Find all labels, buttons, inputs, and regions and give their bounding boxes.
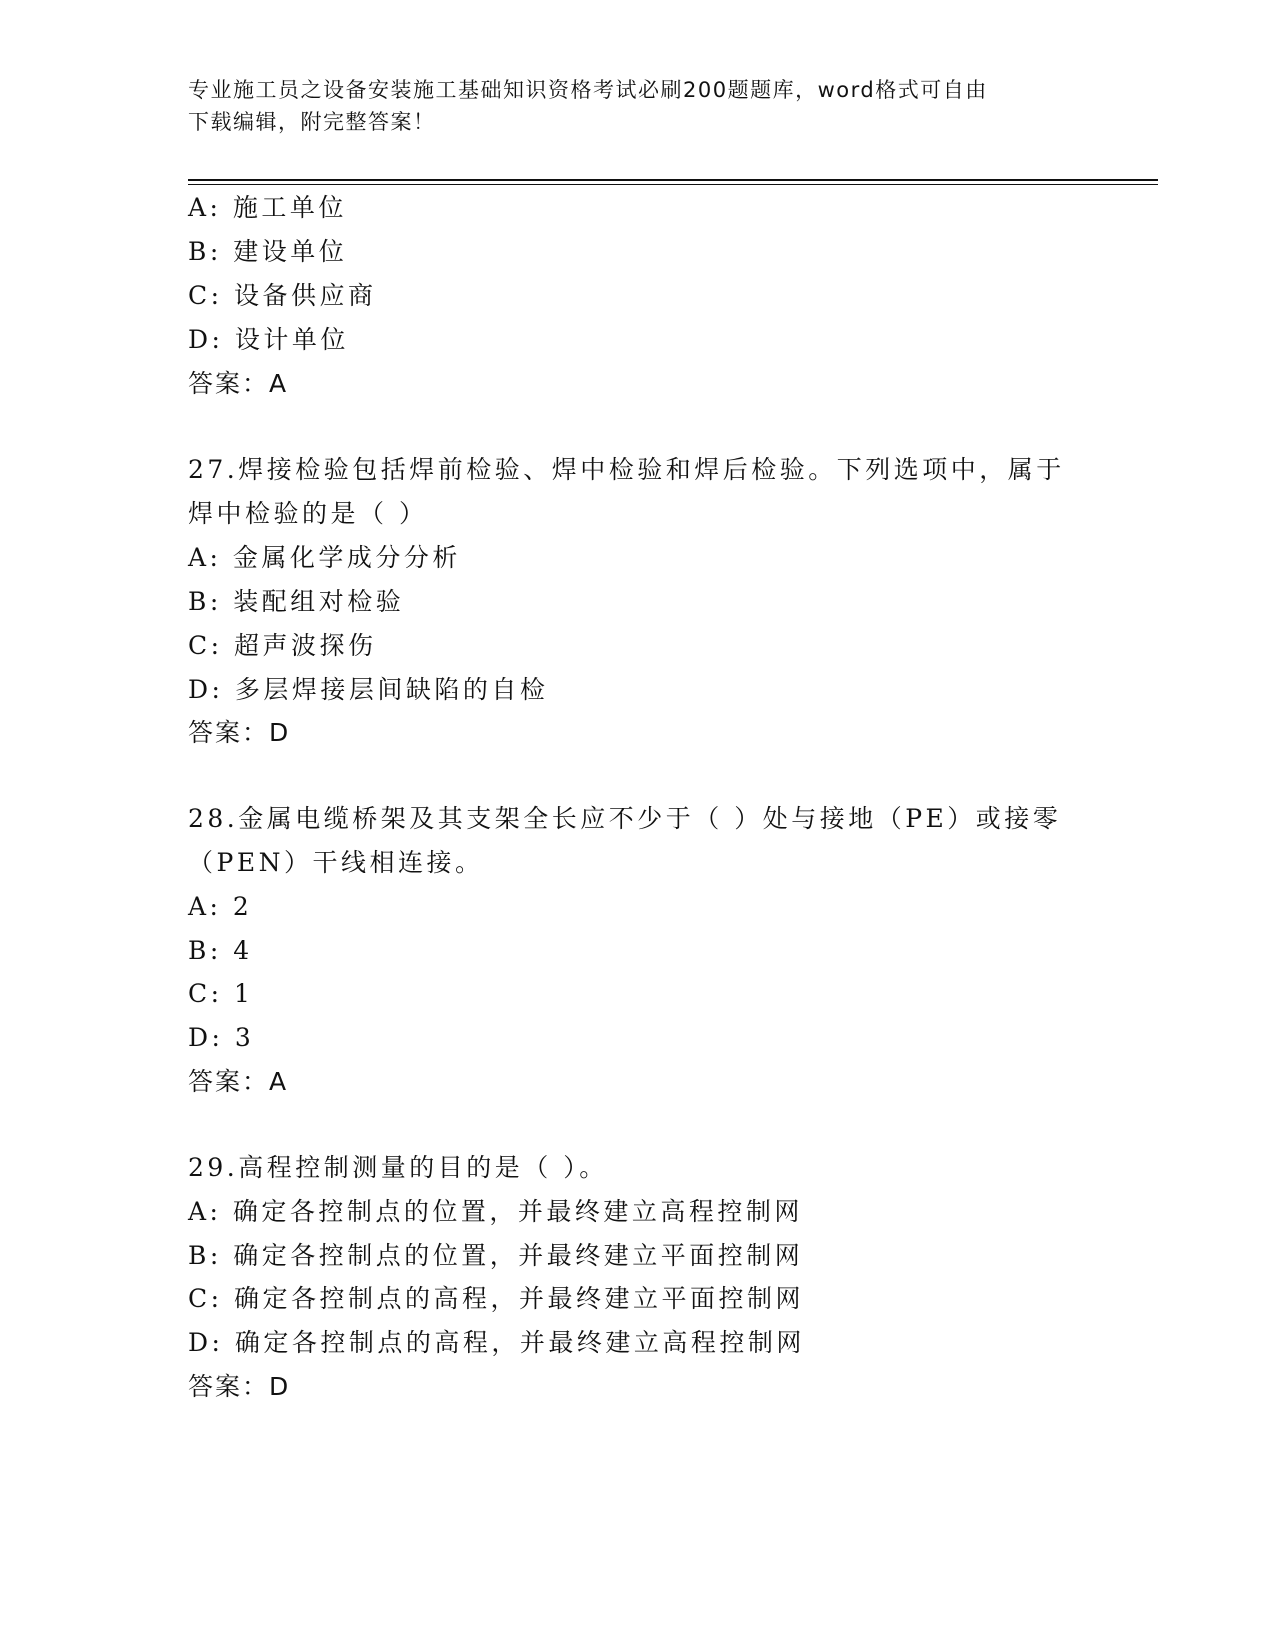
q27-option-c: C: 超声波探伤 [188,631,377,660]
q27-option-d: D: 多层焊接层间缺陷的自检 [188,675,549,704]
q26-option-c: C: 设备供应商 [188,281,377,310]
q27-stem-line-2: 焊中检验的是（ ） [188,499,428,528]
q28-answer: 答案：A [188,1067,289,1096]
q27-stem-line-1: 27.焊接检验包括焊前检验、焊中检验和焊后检验。下列选项中，属于 [188,455,1065,484]
header-line-2: 下载编辑，附完整答案！ [188,110,436,134]
q29-answer: 答案：D [188,1372,291,1401]
q28-stem-line-2: （PEN）干线相连接。 [188,848,484,877]
q26-option-b: B: 建设单位 [188,237,348,266]
q28-option-b: B: 4 [188,936,253,965]
q29-stem-line-1: 29.高程控制测量的目的是（ ）。 [188,1153,608,1182]
q26-option-d: D: 设计单位 [188,325,349,354]
q27-answer: 答案：D [188,718,291,747]
q27-option-b: B: 装配组对检验 [188,587,405,616]
q27-option-a: A: 金属化学成分分析 [188,543,461,572]
header-line-1: 专业施工员之设备安装施工基础知识资格考试必刷200题题库，word格式可自由 [188,78,988,102]
header-rule-thick [188,179,1158,181]
q29-option-c: C: 确定各控制点的高程，并最终建立平面控制网 [188,1284,804,1313]
q29-option-d: D: 确定各控制点的高程，并最终建立高程控制网 [188,1328,805,1357]
q28-option-a: A: 2 [188,892,253,921]
q28-stem-line-1: 28.金属电缆桥架及其支架全长应不少于（ ）处与接地（PE）或接零 [188,804,1062,833]
q26-option-a: A: 施工单位 [188,193,347,222]
q29-option-b: B: 确定各控制点的位置，并最终建立平面控制网 [188,1241,804,1270]
q29-option-a: A: 确定各控制点的位置，并最终建立高程控制网 [188,1197,803,1226]
header-rule-thin [188,184,1158,185]
q28-option-d: D: 3 [188,1023,255,1052]
document-header [188,74,1068,138]
q28-option-c: C: 1 [188,979,254,1008]
q26-answer: 答案：A [188,369,289,398]
